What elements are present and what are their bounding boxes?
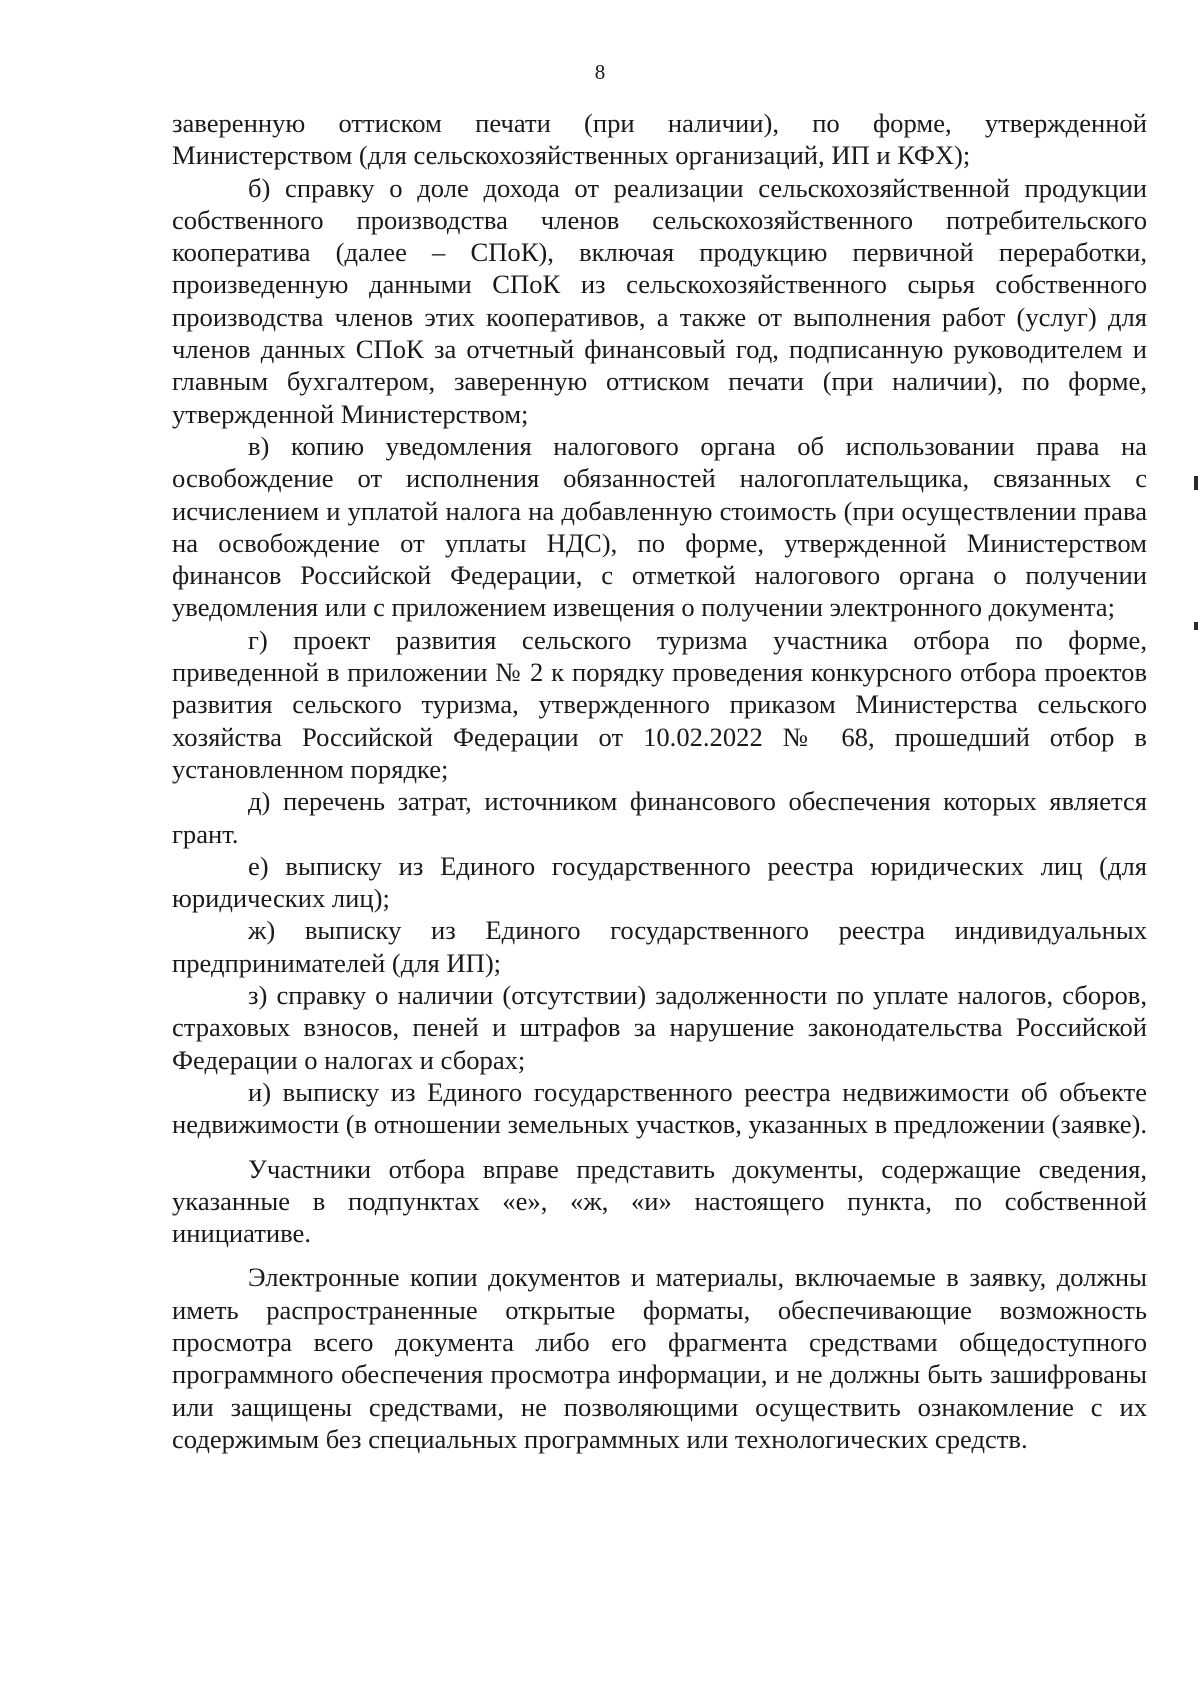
paragraph-item-v: в) копию уведомления налогового органа об использовании права на освобождение от исполнения обязанностей налогоплательщика, связанных с исчислением и уплатой налога на добавленную стоимость (при осуществлении права на освобождение от уплаты НДС), по форме, утвержденной Министерством финансов Российской Федерации, с отметкой налогового органа о получении уведомления или с приложением извещения о получении электронного документа; — [172, 430, 1147, 623]
paragraph-item-e: е) выписку из Единого государственного реестра юридических лиц (для юридических лиц); — [172, 850, 1147, 914]
paragraph-continuation: заверенную оттиском печати (при наличии), по форме, утвержденной Министерством (для сельскохозяйственных организаций, ИП и КФХ); — [172, 108, 1147, 171]
paragraph-electronic-copies: Электронные копии документов и материалы, включаемые в заявку, должны иметь распространенные открытые форматы, обеспечивающие возможность просмотра всего документа либо его фрагмента средствами общедоступного программного обеспечения просмотра информации, и не должны быть зашифрованы или защищены средствами, не позволяющими осуществить ознакомление с их содержимым без специальных программных или технологических средств. — [172, 1262, 1147, 1454]
paragraph-item-i: и) выписку из Единого государственного реестра недвижимости об объекте недвижимости (в отношении земельных участков, указанных в предложении (заявке). — [172, 1076, 1148, 1140]
paragraph-item-d: д) перечень затрат, источником финансового обеспечения которых является грант. — [172, 786, 1147, 849]
paragraph-item-b: б) справку о доле дохода от реализации сельскохозяйственной продукции собственного производства членов сельскохозяйственного потребительского кооператива (далее – СПоК), включая продукцию первичной переработки, произведенную данными СПоК из сельскохозяйственного сырья собственного производства членов этих кооперативов, а также от выполнения работ (услуг) для членов данных СПоК за отчетный финансовый год, подписанную руководителем и главным бухгалтером, заверенную оттиском печати (при наличии), по форме, утвержденной Министерством; — [172, 172, 1147, 429]
paragraph-item-zh: ж) выписку из Единого государственного реестра индивидуальных предпринимателей (для ИП); — [172, 915, 1147, 978]
scan-edge-mark — [1194, 476, 1198, 490]
page-number: 8 — [594, 60, 606, 84]
scan-edge-mark — [1194, 622, 1198, 630]
paragraph-participants-note: Участники отбора вправе представить документы, содержащие сведения, указанные в подпунктах «е», «ж, «и» настоящего пункта, по собственной инициативе. — [172, 1153, 1147, 1249]
document-body — [172, 107, 1147, 1455]
paragraph-item-z: з) справку о наличии (отсутствии) задолженности по уплате налогов, сборов, страховых взносов, пеней и штрафов за нарушение законодательства Российской Федерации о налогах и сборах; — [172, 980, 1147, 1075]
paragraph-item-g: г) проект развития сельского туризма участника отбора по форме, приведенной в приложении № 2 к порядку проведения конкурсного отбора проектов развития сельского туризма, утвержденного приказом Министерства сельского хозяйства Российской Федерации от 10.02.2022 № 68, прошедший отбор в установленном порядке; — [172, 624, 1147, 784]
